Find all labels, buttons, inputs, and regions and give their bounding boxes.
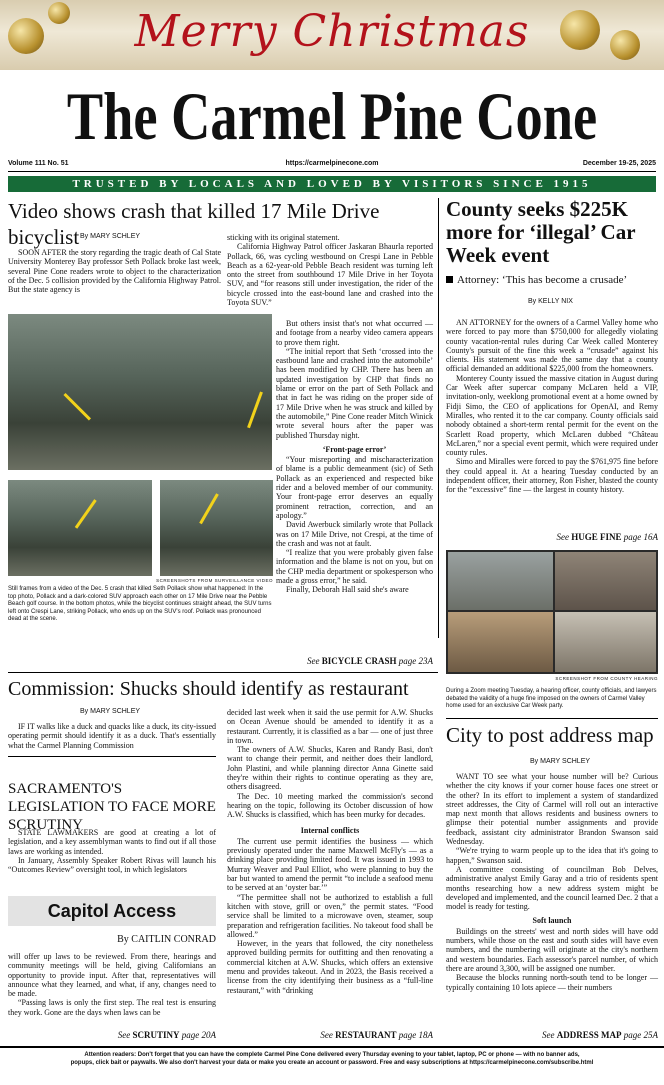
zoom-tile	[555, 552, 656, 610]
jump-see: See	[306, 656, 320, 666]
jump-page: page 18A	[398, 1030, 433, 1040]
bike-paragraph: sticking with its original statement.	[227, 233, 340, 242]
county-kicker-text: Attorney: ‘This has become a crusade’	[457, 274, 628, 286]
divider	[8, 171, 656, 172]
divider	[8, 756, 216, 757]
county-headline: County seeks $225K more for ‘illegal’ Car Week event	[446, 197, 636, 267]
divider	[8, 672, 438, 673]
footer-line: Attention readers: Don't forget that you can have the complete Carmel Pine Cone delivered every Thursday evening to your tablet, laptop, PC or phone — with no banner ads,	[84, 1052, 580, 1058]
photo-credit: SCREENSHOTS FROM SURVEILLANCE VIDEO	[156, 578, 273, 583]
bike-paragraph: “Your misreporting and mischaracterization of blame is a public demeanment (sic) of Seth Pollack as an experienced and respected bike rider and a beloved member of our community. Your front-page error deserves an equally prominent retraction, correction, and an apology.”	[276, 455, 433, 520]
zoom-tile	[448, 552, 553, 610]
bike-paragraph: But others insist that's not what occurred — and footage from a nearby video camera appears to prove them right.	[276, 319, 433, 347]
sacramento-jump-link[interactable]	[8, 1030, 216, 1040]
county-body	[446, 318, 658, 495]
capitol-access-column-title: Capitol Access	[8, 896, 216, 926]
sacramento-paragraph: In January, Assembly Speaker Robert Rivas will launch his “Outcomes Review” oversight tool, in which legislators	[8, 855, 216, 875]
sacramento-paragraph: “Passing laws is only the first step. The real test is ensuring they work. Gone are the days when laws can be	[8, 998, 216, 1017]
address-headline: City to post address map	[446, 723, 654, 747]
shucks-paragraph: The owners of A.W. Shucks, Karen and Randy Basi, don't want to change their permit, and neither does their landlord, John Plastini, and while planning director Anna Ginette said they're within their rights to continue operating as they are, others disagreed.	[227, 745, 433, 792]
bike-paragraph: David Awerbuck similarly wrote that Pollack was on 17 Mile Drive, not Crespi, at the time of the crash and was not at fault.	[276, 520, 433, 548]
capitol-access-byline: By CAITLIN CONRAD	[117, 934, 216, 945]
volume-number: Volume 111 No. 51	[8, 160, 69, 167]
tagline-bar: TRUSTED BY LOCALS AND LOVED BY VISITORS SINCE 1915	[8, 176, 656, 192]
county-byline: By KELLY NIX	[528, 298, 573, 305]
sacramento-headline: SACRAMENTO'S LEGISLATION TO FACE MORE SCRUTINY	[8, 781, 216, 833]
website-link[interactable]: https://carmelpinecone.com	[285, 160, 379, 167]
address-body	[446, 772, 658, 992]
bike-body-col2b	[276, 319, 433, 595]
arrow-icon	[63, 393, 91, 421]
masthead-title: The Carmel Pine Cone	[66, 78, 598, 154]
bike-paragraph: SOON AFTER the story regarding the tragic death of Cal State University Monterey Bay professor Seth Pollack broke last week, several Pine Cone readers wrote to object to the characterization of the Dec. 5 collision provided by the California Highway Patrol. But the state agency is	[8, 248, 221, 295]
address-paragraph: Because the blocks running north-south tend to be longer — typically containing 10 lots apiece — their numbers	[446, 973, 658, 992]
shucks-subhead: Internal conflicts	[300, 825, 360, 835]
jump-label: SCRUTINY	[132, 1030, 180, 1040]
bike-subhead: ‘Front-page error’	[322, 444, 387, 454]
shucks-body-col1	[8, 722, 216, 750]
address-paragraph: A committee consisting of councilman Bob Delves, administrative analyst Emily Garay and a trio of residents spent months researching how a new address system might be developed and implemented, and the council learned Dec. 2 that a model is ready for testing.	[446, 864, 658, 912]
address-paragraph: WANT TO see what your house number will be? Curious whether the city knows if your corner house faces one street or the other? In its effort to implement a system of standardized street addresses, the City of Carmel will roll out an interactive map next month that allows residents and business owners to glimpse their potential number assignments and provide feedback, assistant city administrator Brandon Swanson said Wednesday.	[446, 772, 658, 847]
zoom-tile	[555, 612, 656, 672]
shucks-paragraph: The current use permit identifies the business — which previously operated under the name Maxwell McFly's — as a drinking place providing limited food. It was issued in 1993 to Murray Weaver and Paul Elliot, who were planning to buy the bar but wanted to amend the permit “to include a seafood menu to be served at an ‘oyster bar.’”	[227, 836, 433, 893]
jump-see: See	[541, 1030, 555, 1040]
jump-see: See	[117, 1030, 131, 1040]
address-jump-link[interactable]	[446, 1030, 658, 1040]
arrow-icon	[199, 493, 219, 524]
bullet-square-icon	[446, 276, 453, 283]
jump-page: page 25A	[623, 1030, 658, 1040]
surveillance-photo-bottom-left	[8, 480, 152, 576]
bike-paragraph: California Highway Patrol officer Jaskaran Bhaurla reported Pollack, 66, was cycling westbound on Crespi Lane in Pebble Beach as a 62-year-old Pebble Beach resident was turning left onto the street from southbound 17 Mile Drive in her Toyota SUV, and “for reasons still under investigation, the rider of the bicycle crossed into the east-bound lane and crashed into the Toyota SUV.”	[227, 242, 433, 308]
subscription-footer	[0, 1046, 664, 1085]
shucks-paragraph: “The permittee shall not be authorized to establish a full kitchen with stove, grill or oven,” the permit states. “Food service shall be limited to a microwave oven, steamer, soup preparation and refrigeration facilities. No takeout food shall be allowed.”	[227, 892, 433, 939]
surveillance-photo-bottom-right	[160, 480, 273, 576]
photo-credit: SCREENSHOT FROM COUNTY HEARING	[555, 676, 658, 681]
shucks-jump-link[interactable]	[227, 1030, 433, 1040]
arrow-icon	[247, 391, 263, 428]
sacramento-body-cont	[8, 952, 216, 1017]
footer-line: popups, click bait or paywalls. We also don't harvest your data or make you create an account or password. Free and easy subscriptions at https://carmelpinecone.com/subscribe.html	[70, 1060, 594, 1066]
issue-date: December 19-25, 2025	[582, 160, 656, 167]
jump-see: See	[556, 532, 569, 542]
shucks-paragraph: decided last week when it said the use permit for A.W. Shucks on Ocean Avenue should be amended to identify it as a restaurant. Currently, it is classified as a bar — one of just three in town.	[227, 708, 433, 745]
county-jump-link[interactable]	[446, 532, 658, 542]
address-paragraph: Buildings on the streets' west and north sides will have odd numbers, while those on the east and south sides will have even numbers, and the numbering will originate at the city's northern and western boundaries. Each assessor's parcel number, of which there are around 3,300, will be assigned one number.	[446, 926, 658, 973]
jump-page: page 20A	[181, 1030, 216, 1040]
county-paragraph: Monterey County issued the massive citation in August during Car Week after supercar company McLaren held a VIP, invitation-only, weeklong promotional event at a home owned by Fidji Simo, the CEO of applications for OpenAI, and Remy Miralles, who rented it to the car company. County officials said nobody obtained a short-term rental permit for the event on the Scarlett Road property, which McLaren dubbed “Château McLaren,” nor a special event permit, which were required under county rules.	[446, 373, 658, 458]
surveillance-photo-top	[8, 314, 272, 470]
shucks-body-col2	[227, 708, 433, 995]
shucks-paragraph: However, in the years that followed, the city nonetheless approved building permits for outfitting and then renovating a commercial kitchen at A.W. Shucks, which offers an extensive menu and provides takeout. And in 2023, the Basis received a license from the city identifying their business as a “full-line restaurant,” with “drinking	[227, 939, 433, 995]
jump-label: RESTAURANT	[335, 1030, 397, 1040]
christmas-banner	[0, 0, 664, 70]
bike-paragraph: “I realize that you were probably given false information and the blame is not on you, but on the CHP media department or spokesperson who made a gross error,” he said.	[276, 548, 433, 586]
photo-caption: During a Zoom meeting Tuesday, a hearing officer, county officials, and lawyers debated the validity of a huge fine imposed on the owners of Carmel Valley home used for an exclusive Car Week party.	[446, 688, 657, 710]
address-subhead: Soft launch	[532, 916, 572, 926]
sacramento-paragraph: will offer up laws to be reviewed. From there, hearings and community meetings will be held, giving Californians an opportunity to provide input. After that, representatives will announce what they learned, and what, if any, changes need to be made.	[8, 952, 216, 999]
shucks-byline: By MARY SCHLEY	[80, 708, 141, 715]
sacramento-body	[8, 828, 216, 874]
county-paragraph: Simo and Miralles were forced to pay the $761,975 fine before they could appeal it. At a hearing Tuesday conducted by an independent officer, their attorney, Ron Fisher, blasted the county for the “excessive” fine — the largest in county history.	[446, 457, 658, 495]
sacramento-paragraph: STATE LAWMAKERS are good at creating a lot of legislation, and a key assemblyman wants to find out if all those laws are working as intended.	[8, 828, 216, 856]
address-byline: By MARY SCHLEY	[530, 758, 591, 765]
photo-caption: Still frames from a video of the Dec. 5 crash that killed Seth Pollack show what happened: In the top photo, Pollack and a dark-colored SUV approach each other on 17 Mile Drive near the Pebble Beach golf course. In the bottom photos, while the bicyclist continues straight ahead, the SUV turns left onto Crespi Lane, striking Pollack, who ends up on the SUV's roof. Pollack was pronounced dead at the scene.	[8, 586, 272, 623]
bike-byline: By MARY SCHLEY	[80, 233, 141, 240]
bike-paragraph: Finally, Deborah Hall said she's aware	[286, 585, 409, 595]
jump-see: See	[320, 1030, 333, 1040]
banner-text: Merry Christmas	[134, 6, 530, 57]
county-paragraph: AN ATTORNEY for the owners of a Carmel Valley home who were forced to pay more than $750,000 for allegedly violating county vacation-rental rules during Car Week called Monterey County's pursuit of the fine this week a “crusade” against his clients. His statement was made the same day that a county official demanded an additional $225,000 from the homeowners.	[446, 318, 658, 374]
zoom-tile	[448, 612, 553, 672]
jump-label: HUGE FINE	[571, 532, 622, 542]
county-kicker	[446, 274, 658, 286]
arrow-icon	[75, 499, 97, 529]
bike-paragraph: “The initial report that Seth ‘crossed into the eastbound lane and crashed into the automobile’ has been modified by CHP. There has been an updated investigation by CHP that finds no blame or error on the part of Seth Pollack and that in fact he was riding on the proper side of 17 Mile Drive when he was struck and killed by the automobile,” Pine Cone reader Mitch Winick wrote several hours after the paper was published Thursday night.	[276, 346, 433, 440]
address-paragraph: “We're trying to warm people up to the idea that it's going to happen,” Swanson said.	[446, 846, 658, 865]
jump-page: page 16A	[623, 532, 658, 542]
bike-body-col2	[227, 233, 433, 307]
shucks-paragraph: The Dec. 10 meeting marked the commission's second hearing on the topic, following its October discussion of how A.W. Shucks is classified, which has been murky for decades.	[227, 791, 433, 820]
bike-body-col1	[8, 248, 221, 294]
jump-page: page 23A	[398, 656, 433, 666]
jump-label: BICYCLE CRASH	[321, 656, 397, 666]
bike-jump-link[interactable]	[230, 656, 433, 666]
zoom-meeting-photo	[446, 550, 658, 674]
column-divider	[438, 198, 439, 638]
shucks-headline: Commission: Shucks should identify as restaurant	[8, 678, 409, 700]
jump-label: ADDRESS MAP	[556, 1030, 622, 1040]
shucks-paragraph: IF IT walks like a duck and quacks like a duck, its city-issued operating permit should identify it as a duck. That's essentially what the Carmel Planning Commission	[8, 722, 216, 750]
bike-headline: Video shows crash that killed 17 Mile Drive bicyclist	[8, 199, 380, 249]
divider	[446, 718, 658, 719]
